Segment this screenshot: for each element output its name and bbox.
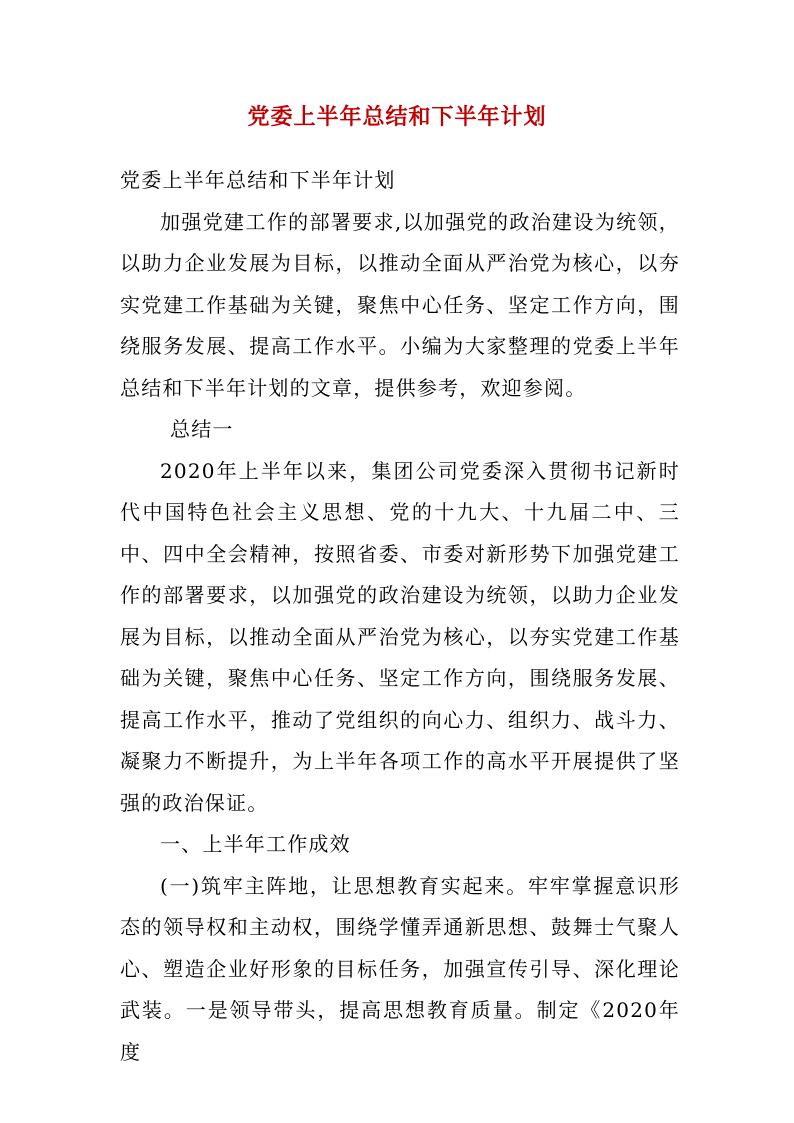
body-paragraph-2: (一)筑牢主阵地，让思想教育实起来。牢牢掌握意识形态的领导权和主动权，围绕学懂弄通新思想、鼓舞士气聚人心、塑造企业好形象的目标任务，加强宣传引导、深化理论武装。一是领导带头，提高思想教育质量。制定《2020年度 bbox=[120, 873, 680, 1064]
document-subtitle: 党委上半年总结和下半年计划 bbox=[120, 168, 396, 192]
section-label: 总结一 bbox=[170, 417, 234, 441]
body-paragraph-1: 2020年上半年以来，集团公司党委深入贯彻书记新时代中国特色社会主义思想、党的十九大、十九届二中、三中、四中全会精神，按照省委、市委对新形势下加强党建工作的部署要求，以加强党的政治建设为统领，以助力企业发展为目标，以推动全面从严治党为核心，以夯实党建工作基础为关键，聚焦中心任务、坚定工作方向，围绕服务发展、提高工作水平，推动了党组织的向心力、组织力、战斗力、凝聚力不断提升，为上半年各项工作的高水平开展提供了坚强的政治保证。 bbox=[120, 458, 680, 815]
intro-paragraph: 加强党建工作的部署要求,以加强党的政治建设为统领，以助力企业发展为目标，以推动全面从严治党为核心，以夯实党建工作基础为关键，聚焦中心任务、坚定工作方向，围绕服务发展、提高工作水平。小编为大家整理的党委上半年总结和下半年计划的文章，提供参考，欢迎参阅。 bbox=[120, 209, 680, 400]
document-body bbox=[120, 160, 680, 1073]
document-title: 党委上半年总结和下半年计划 bbox=[247, 104, 547, 130]
section-heading-1: 一、上半年工作成效 bbox=[160, 832, 351, 856]
